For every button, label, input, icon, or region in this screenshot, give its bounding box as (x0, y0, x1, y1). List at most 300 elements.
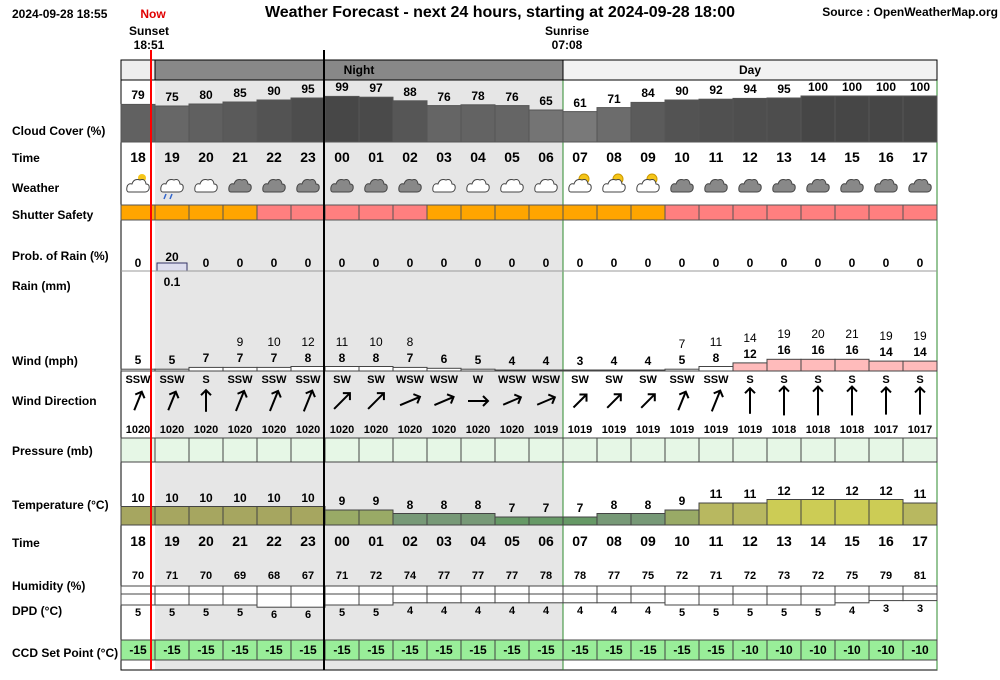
temperature-value: 10 (131, 490, 145, 505)
humidity-value: 77 (437, 570, 451, 582)
hour-label: 16 (878, 149, 894, 165)
rain-prob-value: 0 (746, 256, 754, 270)
shutter-safety-cell (529, 205, 563, 220)
dpd-value: 4 (610, 604, 618, 617)
humidity-cell (733, 586, 767, 594)
wind-arrow-icon (674, 390, 691, 412)
cloud-shape (705, 180, 727, 193)
pressure-cell (529, 438, 563, 462)
humidity-value: 72 (743, 570, 757, 582)
cloud-cover-value: 79 (131, 88, 145, 103)
dpd-bar (121, 594, 155, 605)
night-band-label: Night (343, 63, 375, 77)
wind-direction-label: SSW (159, 374, 185, 386)
dpd-bar (189, 594, 223, 605)
dark-cloud-icon (875, 180, 897, 193)
dark-cloud-icon (773, 180, 795, 193)
cloud-cover-value: 100 (807, 80, 829, 94)
shutter-safety-cell (597, 205, 631, 220)
humidity-cell (359, 586, 393, 594)
hour-label: 17 (912, 533, 928, 549)
dpd-bar (767, 594, 801, 605)
dpd-value: 5 (780, 607, 788, 619)
rain-prob-value: 0 (644, 256, 652, 270)
dark-cloud-icon (841, 180, 863, 193)
temperature-bar (427, 514, 461, 526)
shutter-safety-cell (461, 205, 495, 220)
pressure-cell (325, 438, 359, 462)
wind-gust-value: 19 (879, 329, 893, 344)
humidity-cell (461, 586, 495, 594)
dpd-value: 5 (678, 607, 686, 619)
cloud-cover-value: 97 (369, 81, 383, 96)
pressure-value: 1020 (397, 424, 423, 436)
wind-speed-bar (597, 370, 631, 371)
ccd-set-point-value: -15 (197, 643, 215, 657)
pressure-cell (835, 438, 869, 462)
dark-cloud-icon (705, 180, 727, 193)
wind-arrow-icon (779, 387, 789, 416)
ccd-set-point-value: -15 (299, 643, 317, 657)
humidity-cell (325, 586, 359, 594)
cloud-cover-bar (597, 108, 631, 142)
humidity-cell (529, 586, 563, 594)
pressure-cell (461, 438, 495, 462)
temperature-bar (461, 514, 495, 526)
cloud-cover-bar (257, 100, 291, 142)
temperature-value: 10 (165, 490, 179, 505)
temperature-bar (189, 507, 223, 526)
wind-gust-value: 7 (678, 337, 686, 352)
cloud-cover-value: 94 (743, 82, 757, 97)
dpd-value: 5 (712, 607, 720, 619)
cloud-cover-value: 76 (437, 89, 451, 104)
humidity-value: 69 (233, 570, 247, 582)
cloud-cover-bar (427, 106, 461, 142)
wind-speed-value: 4 (644, 354, 652, 368)
pressure-cell (393, 438, 427, 462)
hour-label: 22 (266, 533, 282, 549)
cloud-cover-value: 88 (403, 84, 417, 99)
shutter-safety-cell (903, 205, 937, 220)
temperature-value: 10 (233, 490, 247, 505)
temperature-bar (903, 503, 937, 525)
humidity-value: 71 (165, 570, 179, 582)
humidity-value: 77 (471, 570, 485, 582)
wind-speed-value: 16 (811, 343, 825, 358)
shutter-safety-cell (733, 205, 767, 220)
shutter-safety-cell (427, 205, 461, 220)
wind-speed-value: 7 (236, 351, 244, 366)
wind-speed-bar (189, 367, 223, 371)
dark-cloud-icon (807, 180, 829, 193)
dpd-value: 5 (236, 607, 244, 619)
cloud-cover-bar (563, 112, 597, 142)
dpd-bar (597, 594, 631, 603)
humidity-value: 77 (607, 570, 621, 582)
rain-prob-value: 0 (610, 256, 618, 270)
cloud-cover-value: 65 (539, 94, 553, 108)
dpd-value: 5 (338, 607, 346, 619)
humidity-value: 71 (709, 570, 723, 582)
temperature-value: 7 (542, 501, 550, 515)
hour-label: 03 (436, 533, 452, 549)
hour-label: 07 (572, 149, 588, 165)
cloud-cover-bar (665, 100, 699, 142)
hour-label: 09 (640, 149, 656, 165)
rain-prob-value: 0 (678, 256, 686, 270)
wind-gust-value: 20 (811, 327, 825, 342)
hour-label: 06 (538, 533, 554, 549)
dpd-bar (393, 594, 427, 603)
cloud-cover-bar (631, 102, 665, 142)
shutter-safety-cell (563, 205, 597, 220)
wind-gust-value: 19 (913, 329, 927, 344)
shutter-safety-cell (393, 205, 427, 220)
ccd-set-point-value: -15 (605, 643, 623, 657)
pressure-cell (733, 438, 767, 462)
partly-cloudy-night-icon (127, 174, 149, 192)
pressure-cell (121, 438, 155, 462)
wind-arrow-icon (130, 390, 147, 412)
hour-label: 23 (300, 533, 316, 549)
hour-label: 18 (130, 533, 146, 549)
ccd-set-point-value: -10 (775, 643, 793, 657)
cloud-cover-bar (767, 98, 801, 142)
rain-prob-value: 0 (372, 256, 380, 270)
wind-direction-label: WSW (497, 374, 527, 386)
hour-label: 04 (470, 533, 486, 549)
ccd-set-point-value: -10 (809, 643, 827, 657)
wind-gust-value: 8 (406, 335, 414, 350)
wind-gust-value: 21 (845, 327, 859, 342)
wind-direction-label: WSW (531, 374, 561, 386)
wind-direction-label: SSW (669, 374, 695, 386)
dpd-value: 6 (270, 609, 278, 622)
wind-direction-label: S (746, 374, 754, 386)
pressure-value: 1020 (125, 424, 151, 436)
wind-arrow-icon (881, 387, 891, 414)
label-pressure: Pressure (mb) (12, 444, 93, 458)
dpd-value: 4 (508, 604, 516, 617)
pressure-value: 1018 (771, 424, 797, 436)
cloud-cover-bar (325, 96, 359, 142)
temperature-bar (393, 514, 427, 526)
pressure-cell (189, 438, 223, 462)
pressure-value: 1019 (669, 424, 695, 436)
humidity-value: 75 (641, 570, 655, 582)
wind-speed-value: 7 (202, 351, 210, 366)
humidity-cell (427, 586, 461, 594)
cloud-cover-bar (155, 106, 189, 142)
hour-label: 15 (844, 533, 860, 549)
wind-speed-bar (291, 367, 325, 372)
pressure-value: 1020 (465, 424, 491, 436)
dpd-value: 5 (134, 607, 142, 619)
dpd-value: 5 (168, 607, 176, 619)
cloud-cover-value: 76 (505, 89, 519, 104)
humidity-cell (291, 586, 325, 594)
pressure-value: 1020 (363, 424, 389, 436)
dpd-bar (529, 594, 563, 603)
shutter-safety-cell (257, 205, 291, 220)
hour-label: 23 (300, 149, 316, 165)
rain-prob-value: 0 (202, 256, 210, 270)
temperature-bar (597, 514, 631, 526)
wind-speed-bar (665, 369, 699, 371)
temperature-value: 9 (372, 494, 380, 508)
humidity-cell (189, 586, 223, 594)
humidity-value: 67 (301, 570, 315, 582)
humidity-cell (903, 586, 937, 594)
humidity-cell (121, 586, 155, 594)
hour-label: 00 (334, 149, 350, 165)
shutter-safety-cell (155, 205, 189, 220)
hour-label: 02 (402, 149, 418, 165)
pressure-cell (631, 438, 665, 462)
humidity-value: 78 (573, 570, 587, 582)
rain-prob-value: 0 (270, 256, 278, 270)
dark-cloud-icon (671, 180, 693, 193)
cloud-cover-bar (291, 98, 325, 142)
cloud-cover-bar (903, 96, 937, 142)
temperature-value: 9 (678, 494, 686, 508)
dpd-value: 4 (848, 604, 856, 617)
dpd-bar (461, 594, 495, 603)
temperature-bar (121, 507, 155, 526)
humidity-cell (631, 586, 665, 594)
temperature-bar (155, 507, 189, 526)
label-cloud-cover: Cloud Cover (%) (12, 124, 106, 138)
wind-speed-bar (699, 367, 733, 372)
rain-prob-value: 0 (440, 256, 448, 270)
wind-arrow-icon (604, 391, 625, 412)
dpd-bar (563, 594, 597, 603)
now-label: Now (140, 7, 166, 21)
humidity-value: 75 (845, 570, 859, 582)
wind-speed-bar (223, 367, 257, 371)
dpd-bar (155, 594, 189, 605)
pressure-cell (767, 438, 801, 462)
dpd-value: 6 (304, 609, 312, 622)
dpd-bar (733, 594, 767, 605)
humidity-value: 72 (369, 570, 383, 582)
temperature-value: 7 (576, 501, 584, 515)
partly-cloudy-day-icon (569, 174, 591, 192)
shutter-safety-cell (325, 205, 359, 220)
wind-speed-bar (359, 367, 393, 372)
wind-direction-label: SSW (125, 374, 151, 386)
humidity-cell (393, 586, 427, 594)
ccd-set-point-value: -15 (163, 643, 181, 657)
hour-label: 05 (504, 149, 520, 165)
pressure-value: 1020 (227, 424, 253, 436)
wind-gust-value: 14 (743, 330, 757, 345)
dpd-value: 5 (202, 607, 210, 619)
hour-label: 17 (912, 149, 928, 165)
shutter-safety-cell (223, 205, 257, 220)
dpd-value: 3 (882, 602, 890, 615)
wind-speed-bar (529, 370, 563, 371)
humidity-cell (495, 586, 529, 594)
wind-direction-label: WSW (429, 374, 459, 386)
wind-speed-value: 8 (304, 350, 312, 365)
temperature-value: 8 (474, 497, 482, 512)
hour-label: 15 (844, 149, 860, 165)
wind-direction-label: S (202, 374, 210, 386)
label-prob-rain: Prob. of Rain (%) (12, 249, 109, 263)
hour-label: 01 (368, 149, 384, 165)
pressure-cell (359, 438, 393, 462)
dpd-value: 5 (372, 607, 380, 619)
dpd-bar (631, 594, 665, 603)
wind-arrow-icon (915, 387, 925, 414)
temperature-bar (767, 500, 801, 526)
shutter-safety-cell (767, 205, 801, 220)
label-time-2: Time (12, 536, 40, 550)
label-temperature: Temperature (°C) (12, 498, 109, 512)
dpd-bar (835, 594, 869, 603)
hour-label: 11 (708, 533, 724, 549)
ccd-set-point-value: -15 (537, 643, 555, 657)
humidity-value: 72 (811, 570, 825, 582)
wind-direction-label: S (848, 374, 856, 386)
sunset-label: Sunset (128, 24, 169, 38)
ccd-set-point-value: -15 (367, 643, 385, 657)
wind-direction-label: SW (605, 374, 623, 386)
cloud-cover-bar (869, 96, 903, 142)
dark-cloud-icon (739, 180, 761, 193)
cloud-cover-value: 80 (199, 88, 213, 102)
shutter-safety-cell (699, 205, 733, 220)
wind-speed-value: 16 (777, 343, 791, 358)
dpd-bar (665, 594, 699, 605)
cloud-cover-bar (529, 110, 563, 142)
cloud-cover-value: 90 (675, 84, 689, 98)
temperature-value: 8 (440, 497, 448, 512)
temperature-value: 12 (879, 483, 893, 498)
wind-speed-value: 5 (134, 353, 142, 368)
wind-speed-bar (733, 363, 767, 371)
arrow-shaft (573, 394, 586, 407)
pre-night-band (121, 60, 155, 80)
wind-speed-bar (801, 359, 835, 371)
hour-label: 11 (708, 149, 724, 165)
humidity-cell (801, 586, 835, 594)
humidity-value: 70 (131, 570, 145, 582)
dpd-bar (903, 594, 937, 601)
humidity-value: 77 (505, 570, 519, 582)
wind-arrow-icon (847, 387, 857, 416)
ccd-set-point-value: -15 (503, 643, 521, 657)
arrow-shaft (712, 391, 720, 412)
rain-prob-value: 0 (304, 256, 312, 270)
humidity-cell (835, 586, 869, 594)
pressure-value: 1020 (261, 424, 287, 436)
rain-prob-value: 0 (236, 256, 244, 270)
ccd-set-point-value: -15 (571, 643, 589, 657)
hour-label: 21 (232, 149, 248, 165)
humidity-value: 68 (267, 570, 281, 582)
wind-speed-value: 4 (508, 354, 516, 368)
shutter-safety-cell (121, 205, 155, 220)
wind-speed-bar (869, 361, 903, 371)
wind-speed-value: 8 (338, 350, 346, 365)
hour-label: 21 (232, 533, 248, 549)
sunrise-label: Sunrise (544, 24, 589, 38)
wind-speed-bar (325, 367, 359, 372)
rain-prob-value: 0 (542, 256, 550, 270)
cloud-cover-value: 95 (777, 82, 791, 96)
pressure-cell (495, 438, 529, 462)
pressure-value: 1019 (601, 424, 627, 436)
wind-direction-label: SSW (227, 374, 253, 386)
wind-speed-value: 14 (913, 345, 927, 360)
shutter-safety-cell (801, 205, 835, 220)
cloud-cover-value: 78 (471, 88, 485, 103)
rain-amount-value: 0.1 (163, 275, 181, 289)
temperature-bar (223, 507, 257, 526)
cloud-cover-bar (801, 96, 835, 142)
hour-label: 05 (504, 533, 520, 549)
cloud-cover-bar (461, 105, 495, 142)
pressure-value: 1020 (159, 424, 185, 436)
dpd-value: 3 (916, 602, 924, 615)
humidity-value: 78 (539, 570, 553, 582)
wind-direction-label: SW (367, 374, 385, 386)
wind-speed-bar (563, 370, 597, 371)
wind-speed-bar (155, 369, 189, 371)
humidity-value: 74 (403, 570, 417, 582)
hour-label: 06 (538, 149, 554, 165)
hour-label: 10 (674, 149, 690, 165)
cloud-cover-bar (121, 104, 155, 142)
ccd-set-point-value: -10 (741, 643, 759, 657)
cloud-shape (739, 180, 761, 193)
pressure-cell (903, 438, 937, 462)
label-time: Time (12, 151, 40, 165)
wind-speed-value: 7 (406, 351, 414, 366)
temperature-bar (291, 507, 325, 526)
dpd-bar (223, 594, 257, 605)
cloud-shape (773, 180, 795, 193)
wind-speed-bar (903, 361, 937, 371)
pressure-value: 1019 (703, 424, 729, 436)
ccd-set-point-value: -15 (129, 643, 147, 657)
label-wind: Wind (mph) (12, 354, 78, 368)
ccd-set-point-value: -15 (469, 643, 487, 657)
hour-label: 19 (164, 149, 180, 165)
cloud-cover-bar (189, 104, 223, 142)
rain-prob-value: 20 (165, 250, 179, 264)
wind-arrow-icon (570, 391, 590, 411)
dpd-bar (291, 594, 325, 607)
wind-speed-value: 5 (678, 353, 686, 368)
ccd-set-point-value: -10 (843, 643, 861, 657)
wind-direction-label: S (916, 374, 924, 386)
cloud-shape (127, 180, 149, 193)
pressure-value: 1020 (295, 424, 321, 436)
pressure-cell (257, 438, 291, 462)
wind-arrow-icon (745, 388, 755, 414)
wind-speed-value: 3 (576, 354, 584, 368)
temperature-value: 9 (338, 494, 346, 508)
wind-speed-bar (427, 368, 461, 371)
wind-direction-label: S (780, 374, 788, 386)
pressure-value: 1017 (907, 424, 933, 436)
humidity-cell (869, 586, 903, 594)
cloud-shape (909, 180, 931, 193)
